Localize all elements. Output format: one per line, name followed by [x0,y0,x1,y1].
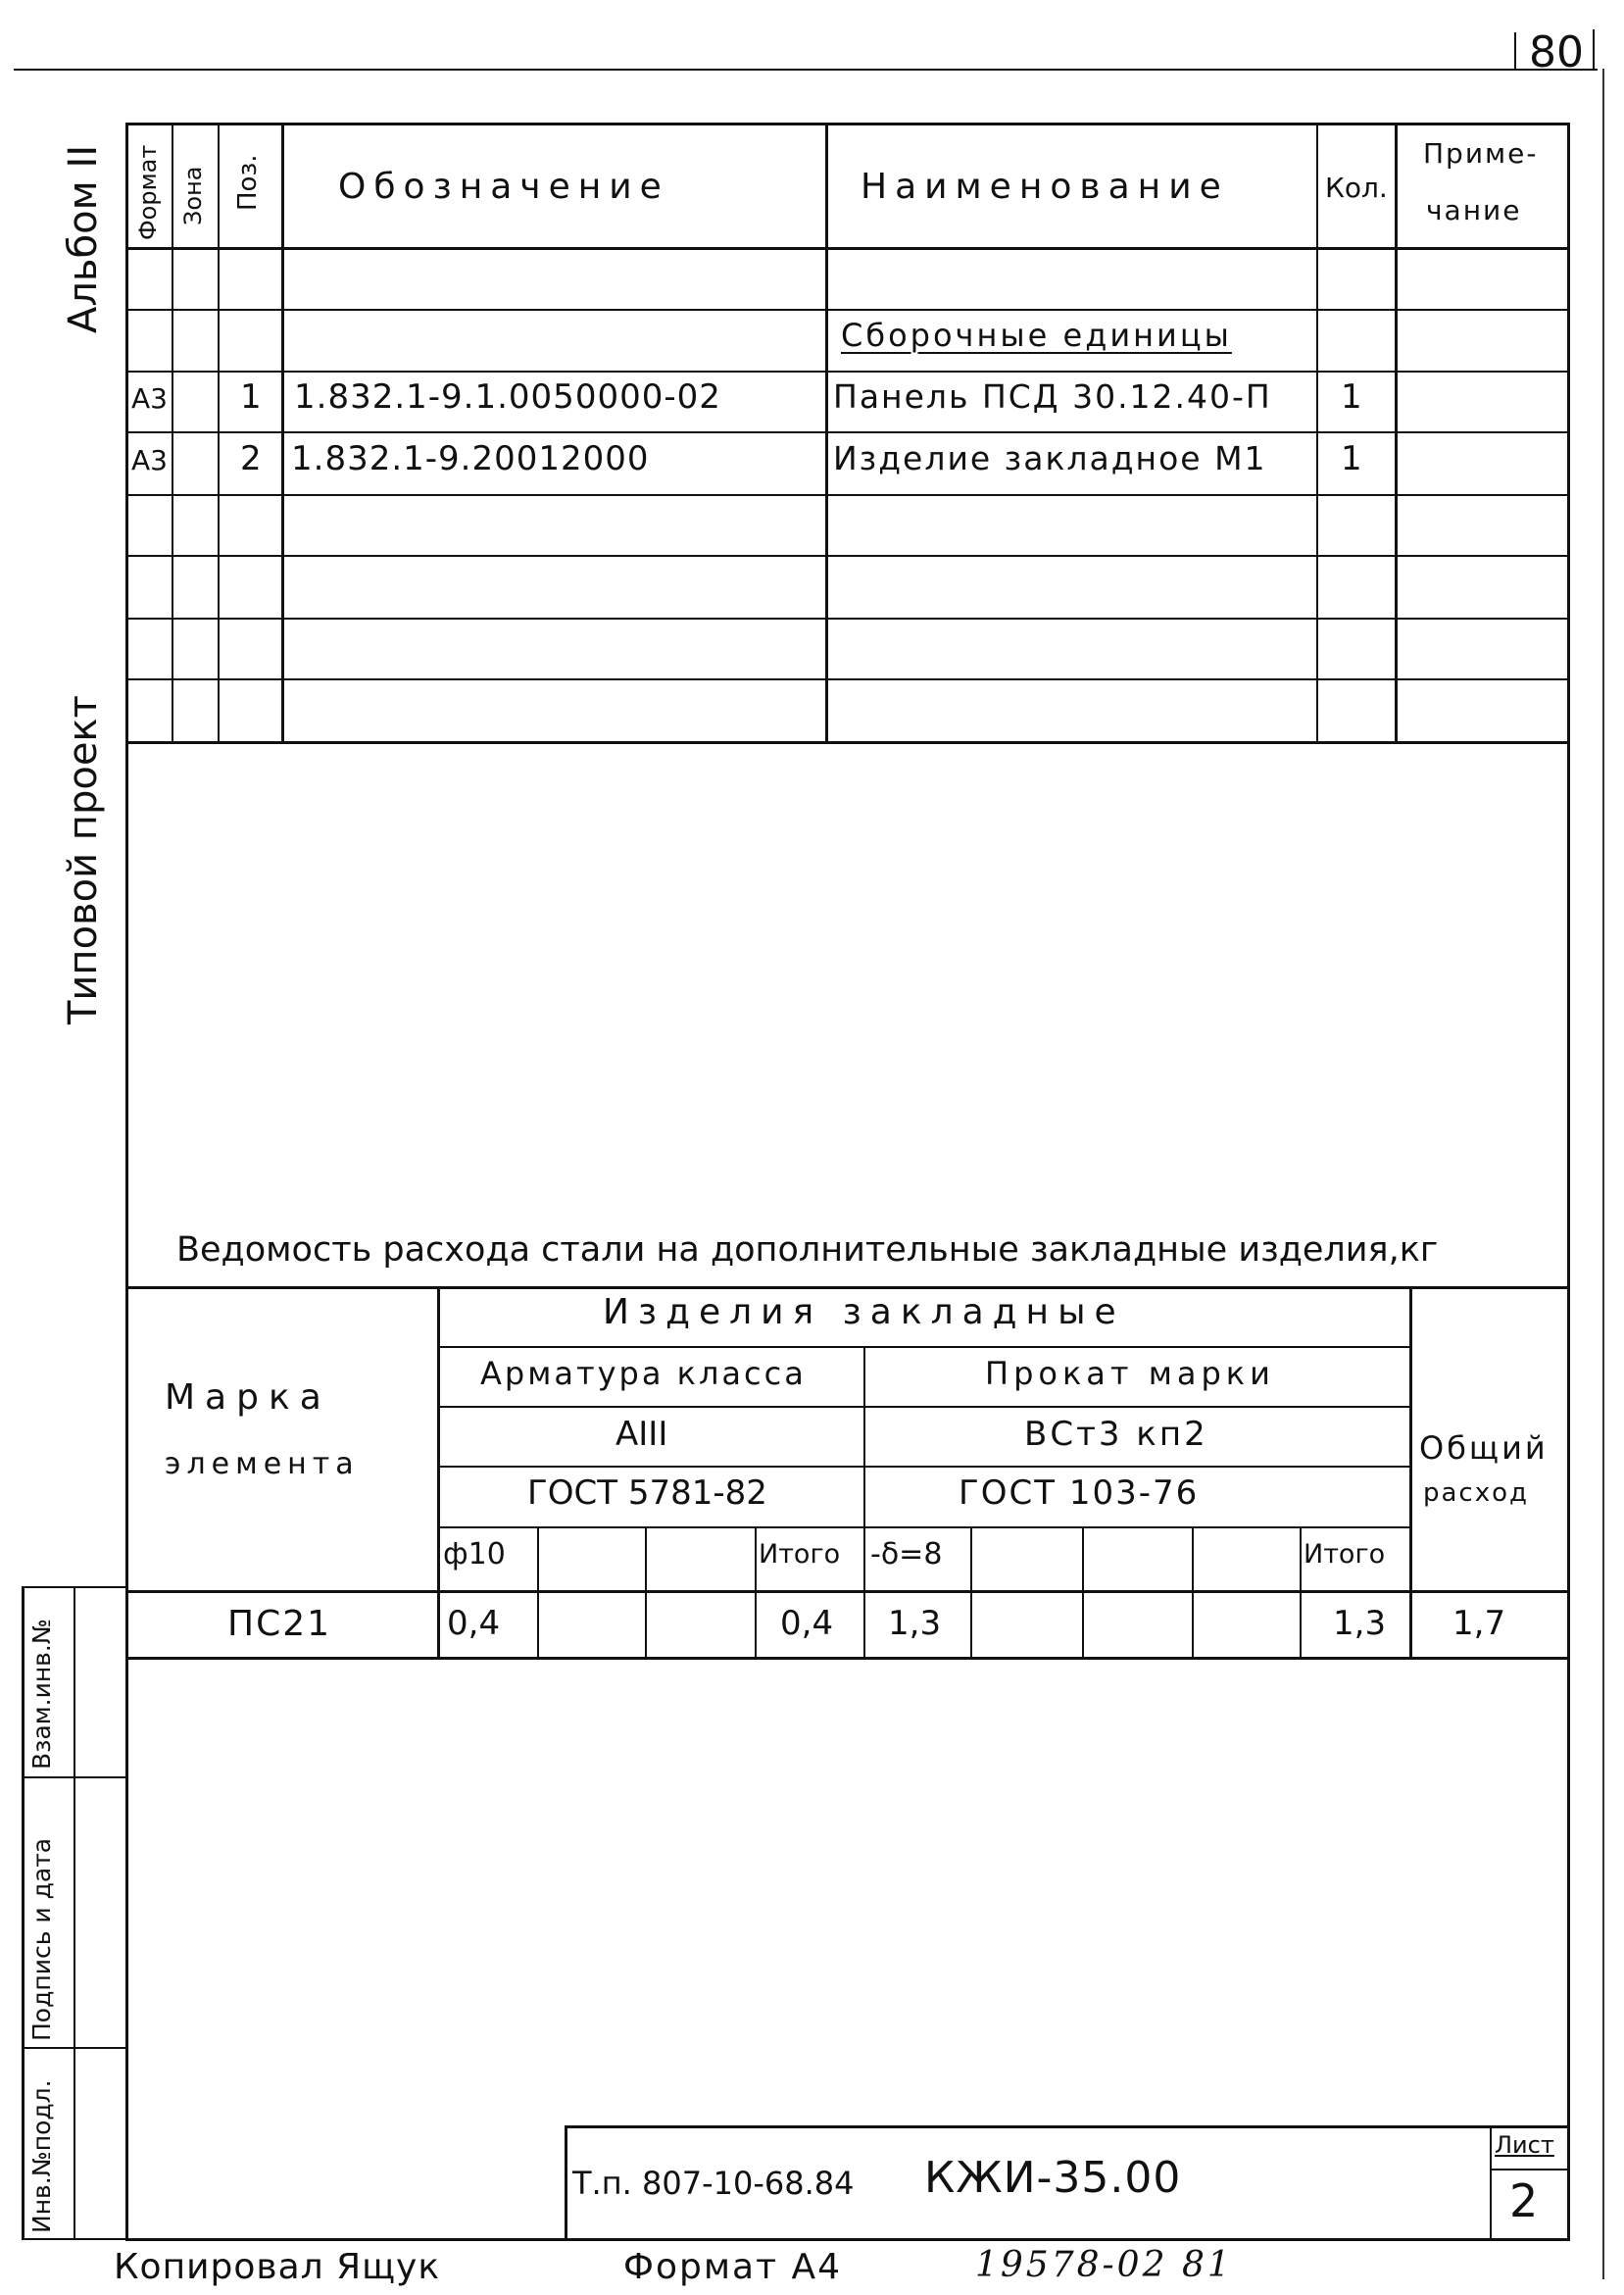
page-number: 80 [1529,27,1584,77]
col-total-b: Итого [1304,1539,1386,1570]
stamp-mark: КЖИ-35.00 [924,2153,1182,2203]
steel-title: Ведомость расхода стали на дополнительные закладные изделия,кг [176,1230,1439,1270]
row-qty: 1 [1341,377,1362,417]
copied-by: Копировал Ящук [114,2247,441,2287]
rebar-gost: ГОСТ 5781-82 [527,1473,767,1513]
row-name: Панель ПСД 30.12.40-П [833,377,1272,416]
rebar-grade: АIII [615,1415,668,1454]
total-header-1: Общий [1419,1429,1549,1467]
rolled-gost: ГОСТ 103-76 [959,1473,1200,1513]
row-delta8: 1,3 [888,1604,942,1643]
row-qty: 1 [1341,439,1362,478]
mark-header-2: элемента [165,1447,360,1481]
header-name: Наименование [861,167,1229,207]
header-note-2: чание [1426,194,1522,226]
header-format: Формат [134,144,162,240]
rolled-grade: ВСт3 кп2 [1024,1415,1208,1454]
row-pos: 1 [240,377,262,417]
sign-date-label: Подпись и дата [27,1837,56,2041]
format-label: Формат А4 [623,2247,843,2287]
col-phi10: ф10 [443,1537,506,1572]
total-header-2: расход [1423,1478,1530,1508]
row-format: А3 [131,382,168,415]
sheet-label: Лист [1495,2131,1554,2159]
album-label: Альбом II [61,144,106,333]
rolled-grade-title: Прокат марки [985,1355,1275,1392]
header-note-1: Приме- [1423,137,1539,170]
header-pos: Поз. [233,154,263,211]
row-total-a: 0,4 [780,1604,834,1643]
row-grand-total: 1,7 [1452,1604,1506,1643]
row-pos: 2 [240,439,262,478]
row-format: А3 [131,444,168,476]
section-title: Сборочные единицы [841,317,1232,354]
header-qty: Кол. [1325,172,1388,204]
inv-exchange-label: Взам.инв.№ [27,1619,56,1770]
stamp-code: Т.п. 807-10-68.84 [572,2165,855,2202]
row-name: Изделие закладное М1 [833,439,1267,477]
handwritten-number: 19578-02 81 [975,2245,1233,2285]
row-phi10: 0,4 [447,1604,501,1643]
header-zone: Зона [179,166,207,225]
items-header: Изделия закладные [603,1292,1125,1332]
row-designation: 1.832.1-9.20012000 [291,439,650,478]
mark-header-1: Марка [165,1377,331,1418]
row-total-b: 1,3 [1333,1604,1387,1643]
header-designation: Обозначение [338,167,669,207]
rebar-class: Арматура класса [480,1355,807,1392]
row-designation: 1.832.1-9.1.0050000-02 [294,377,721,417]
sheet-number: 2 [1509,2174,1539,2227]
col-delta8: -δ=8 [870,1537,943,1572]
col-total-a: Итого [759,1539,841,1570]
inv-orig-label: Инв.№подл. [27,2079,56,2233]
row-mark: ПС21 [227,1604,332,1644]
project-label: Типовой проект [61,695,106,1024]
